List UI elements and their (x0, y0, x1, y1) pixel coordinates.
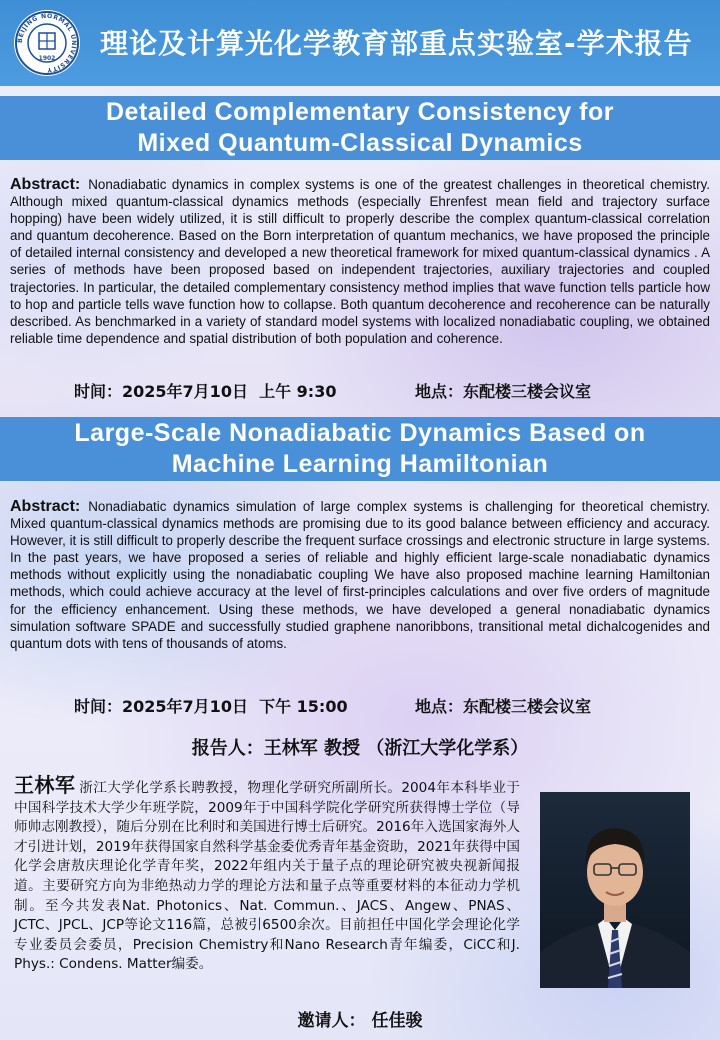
place-value: 东配楼三楼会议室 (463, 382, 592, 401)
speaker-photo (540, 792, 690, 988)
header-bar (0, 0, 720, 86)
place-label: 地点： (415, 382, 464, 401)
time-label: 时间： (74, 697, 123, 716)
abstract-text: Nonadiabatic dynamics in complex systems is one of the greatest challenges in theoretical chemistry. Although mixed quantum-classical dynamics methods (especially Ehrenfest mean field and trajectory surface hopping) have been widely utilized, it is still difficult to properly describe the complex quantum-classical correlation and quantum decoherence. Based on the Born interpretation of quantum mechanics, we have proposed the principle of detailed internal consistency and developed a new theoretical framework for mixed quantum-classical dynamics . A series of methods have been proposed based on independent trajectories, auxiliary trajectories and coupled trajectories. In particular, the detailed complementary consistency method implies that wave function tells particle how to hop and particle tells wave function how to collapse. Both quantum decoherence and recoherence can be naturally described. As benchmarked in a variety of standard model systems with localized nonadiabatic coupling, we obtained reliable time dependence and spatial distribution of both population and coherence. (10, 177, 710, 346)
talk-1-title (0, 96, 720, 160)
talk-1-title-line-1: Detailed Complementary Consistency for (105, 98, 614, 126)
speaker-bio (14, 773, 521, 975)
speaker-name: 王林军 (14, 773, 76, 797)
abstract-label: Abstract: (10, 176, 81, 193)
place-value: 东配楼三楼会议室 (463, 697, 592, 716)
talk-2-title-line-2: Machine Learning Hamiltonian (171, 450, 549, 478)
talk-2-time (74, 694, 348, 717)
talk-1-abstract (10, 176, 710, 347)
inviter-label: 邀请人： (297, 1011, 366, 1031)
talk-2-title (0, 417, 720, 481)
abstract-label: Abstract: (10, 498, 81, 515)
talk-2-abstract (10, 498, 710, 652)
university-logo-icon (12, 8, 82, 78)
talk-2-place (415, 694, 591, 717)
reporter-line: 报告人：王林军 教授 （浙江大学化学系） (191, 738, 529, 759)
inviter-line (0, 1006, 720, 1031)
page-title: 理论及计算光化学教育部重点实验室-学术报告 (100, 27, 693, 60)
svg-text:BEIJING NORMAL UNIVERSITY: BEIJING NORMAL UNIVERSITY (16, 12, 78, 74)
abstract-text: Nonadiabatic dynamics simulation of large complex systems is challenging for theoretical chemistry. Mixed quantum-classical dynamics methods are promising due to its good balance between efficiency and accuracy. However, it is still difficult to properly describe the frequent surface crossings and electronic structure in large systems. In the past years, we have proposed a series of reliable and highly efficient large-scale nonadiabatic dynamics methods without explicitly using the nonadiabatic coupling We have also proposed machine learning Hamiltonian methods, which could achieve accuracy at the level of first-principles calculations and over five orders of magnitude for the efficiency enhancement. Using these methods, we have developed a general nonadiabatic dynamics simulation software SPADE and successfully studied graphene nanoribbons, transitional metal dichalcogenides and quantum dots with tens of thousands of atoms. (10, 499, 710, 651)
time-label: 时间： (74, 382, 123, 401)
talk-2-title-line-1: Large-Scale Nonadiabatic Dynamics Based on (74, 419, 646, 447)
place-label: 地点： (415, 697, 464, 716)
time-value: 2025年7月10日 上午 9:30 (122, 382, 337, 401)
inviter-name: 任佳骏 (371, 1011, 423, 1031)
talk-1-time (74, 379, 336, 402)
talk-1-title-line-2: Mixed Quantum-Classical Dynamics (137, 129, 583, 157)
svg-text:1902: 1902 (38, 55, 56, 62)
speaker-bio-text: 浙江大学化学系长聘教授，物理化学研究所副所长。2004年本科毕业于中国科学技术大学少年班学院，2009年于中国科学院化学研究所获得博士学位（导师帅志刚教授），随后分别在比利时和美国进行博士后研究。2016年入选国家海外人才引进计划，2019年获得国家自然科学基金委优秀青年基金资助，2021年获得中国化学会唐敖庆理论化学青年奖，2022年组内关于量子点的理论研究被央视新闻报道。主要研究方向为非绝热动力学的理论方法和量子点等重要材料的本征动力学机制。至今共发表Nat. Photonics、Nat. Commun.、JACS、Angew、PNAS、JCTC、JPCL、JCP等论文116篇，总被引6500余次。目前担任中国化学会理论化学专业委员会委员，Precision Chemistry和Nano Research青年编委，CiCC和J. Phys.: Condens. Matter编委。 (14, 780, 521, 973)
talk-1-place (415, 379, 591, 402)
time-value: 2025年7月10日 下午 15:00 (122, 697, 348, 716)
